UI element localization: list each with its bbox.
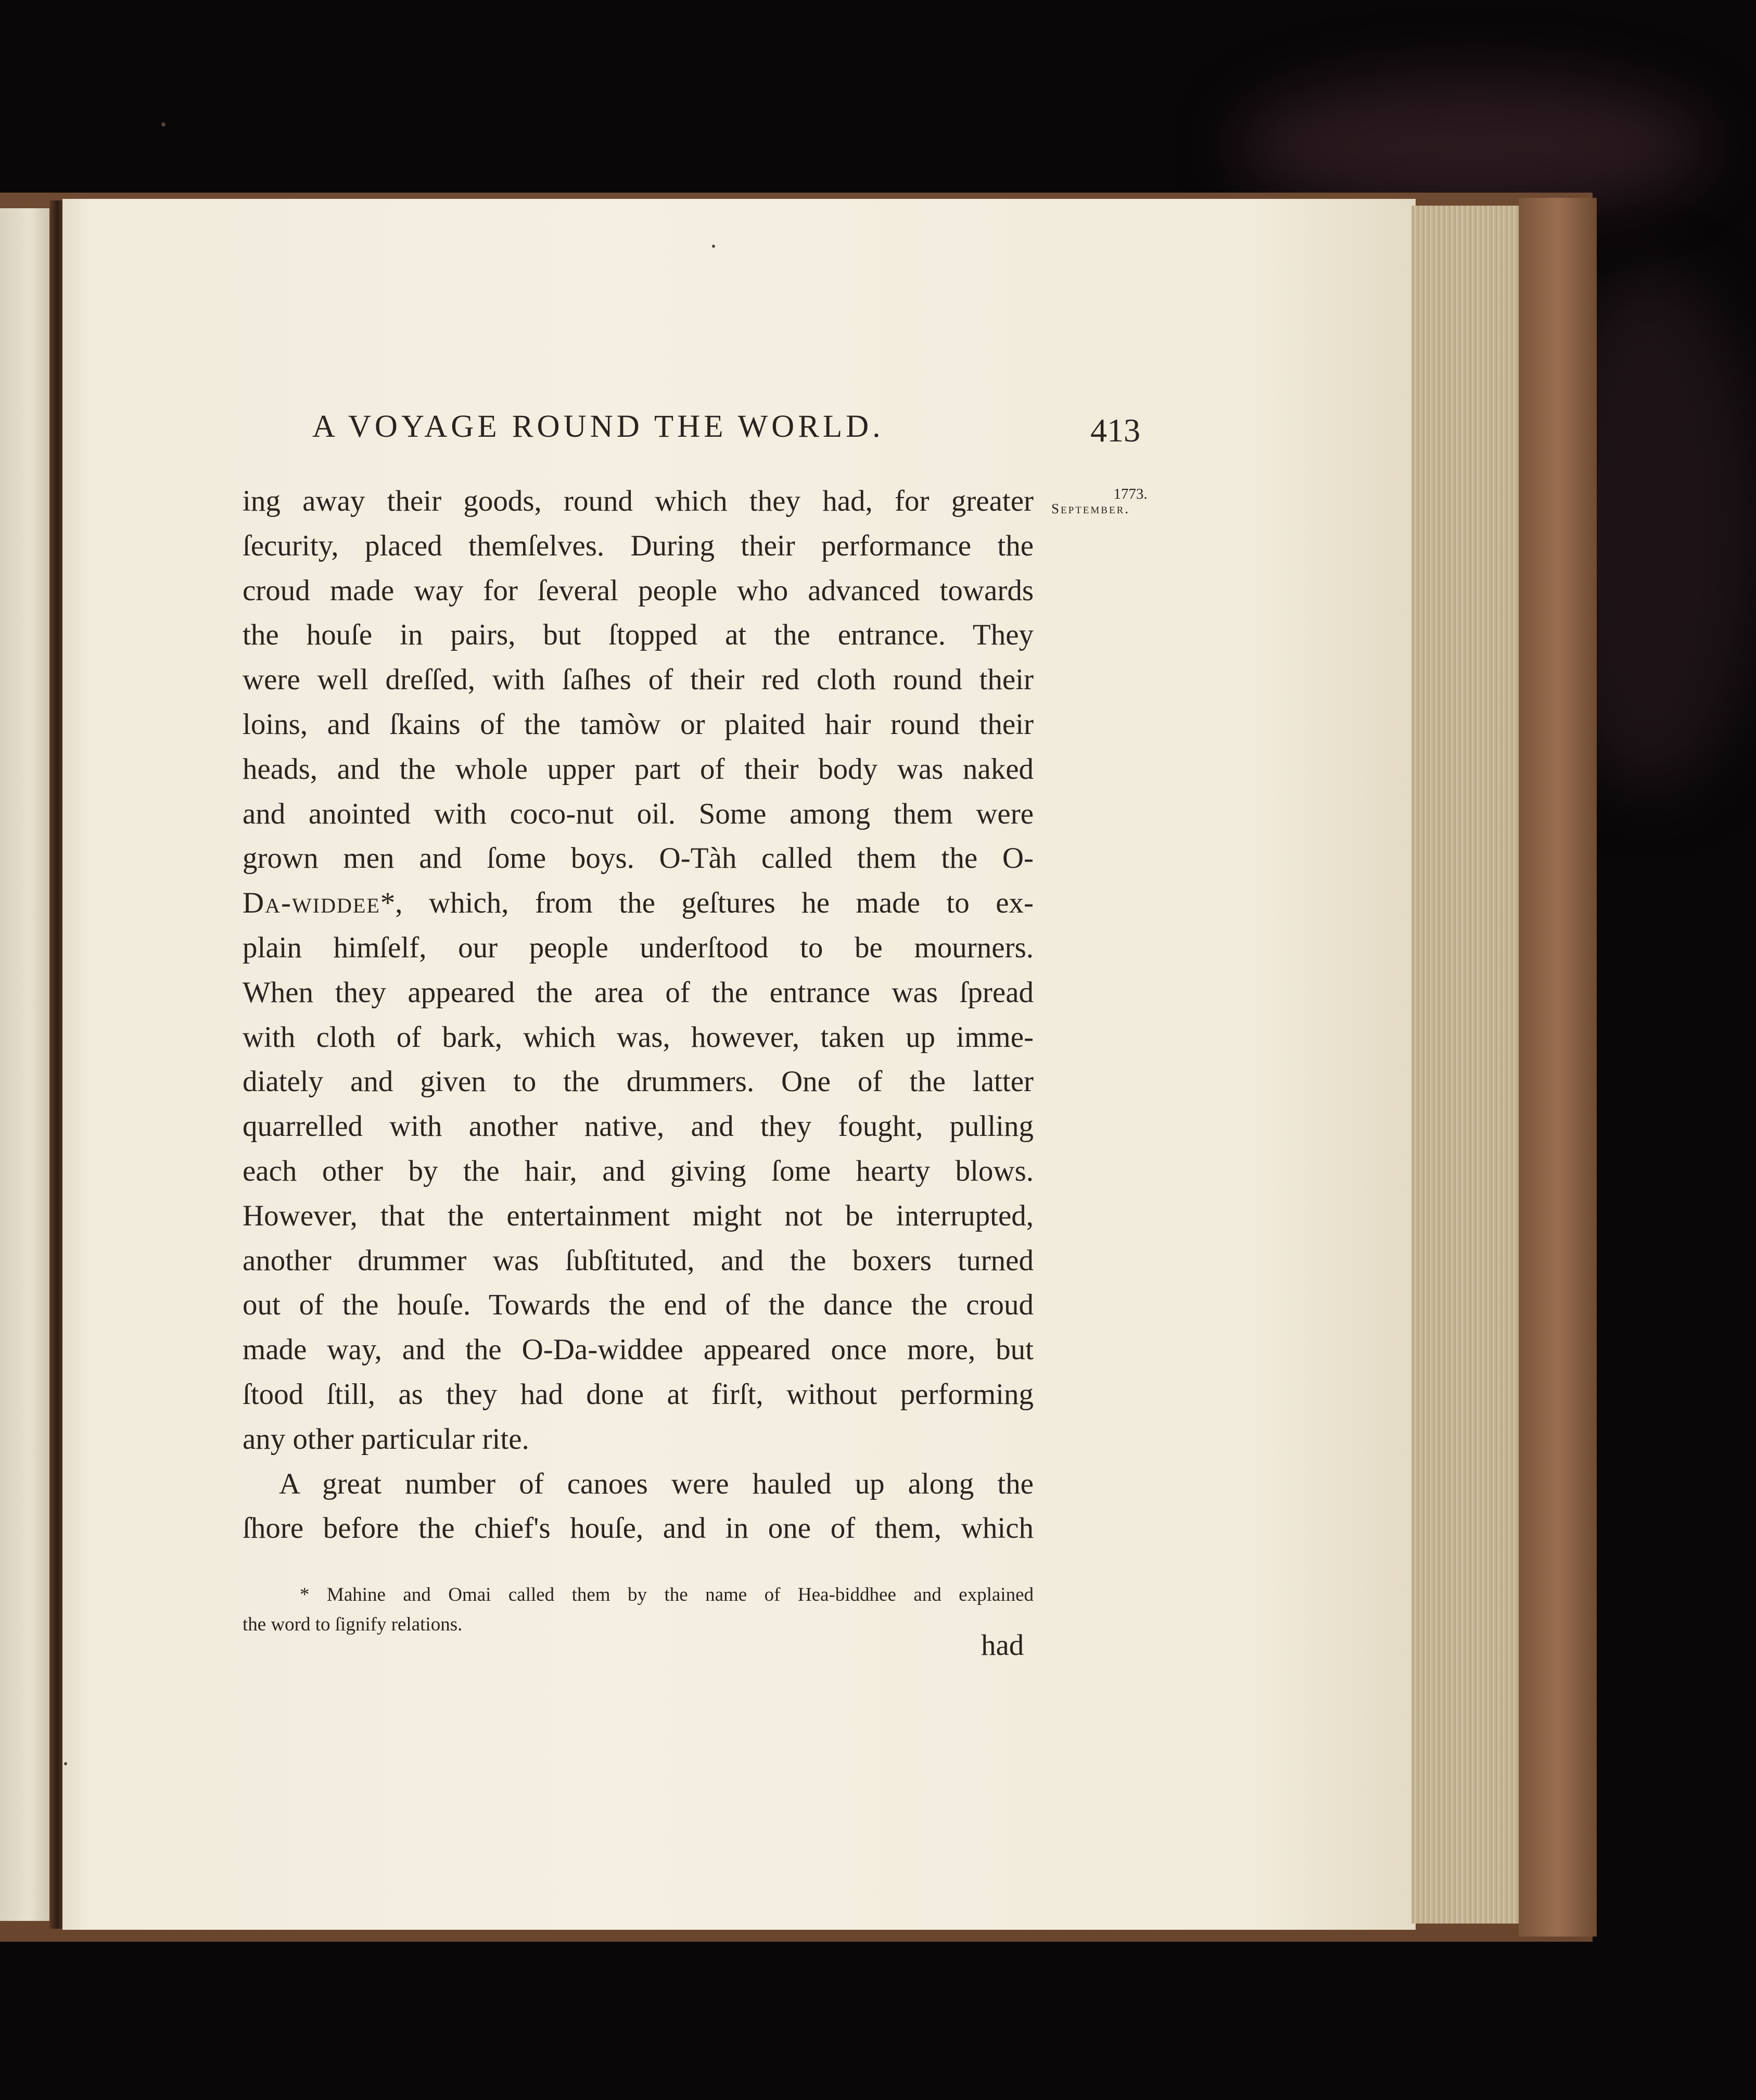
text-line: loins, and ſkains of the tamòw or plaited hair round their (243, 707, 1034, 741)
text-line: ſhore before the chief's houſe, and in one of them, which (243, 1512, 1034, 1545)
text-line: ing away their goods, round which they had, for greater (243, 485, 1034, 517)
text-line: were well dreſſed, with ſaſhes of their red cloth round their (243, 663, 1034, 697)
dust-speck (712, 245, 715, 248)
marginal-month: September. (1051, 501, 1130, 516)
cover-board-right (1519, 198, 1597, 1937)
text-line: out of the houſe. Towards the end of the dance the croud (243, 1288, 1034, 1322)
text-line: croud made way for ſeveral people who advanced towards (243, 574, 1034, 607)
text-line: with cloth of bark, which was, however, taken up imme- (243, 1020, 1034, 1054)
footnote (243, 1580, 1034, 1639)
text-line: diately and given to the drummers. One of the latter (243, 1065, 1034, 1098)
footnote-reference-text: *, which, from the geſtures he made to ex- (380, 887, 1034, 920)
body-text (243, 479, 1034, 1551)
facing-page-edge (0, 208, 49, 1921)
page-number: 413 (1090, 412, 1140, 449)
text-line: made way, and the O-Da-widdee appeared once more, but (243, 1333, 1034, 1367)
text-line: plain himſelf, our people underſtood to be mourners. (243, 931, 1034, 964)
marginal-year: 1773. (1113, 486, 1148, 502)
text-line: heads, and the whole upper part of their body was naked (243, 752, 1034, 786)
small-caps-name: Da-widdee (243, 887, 380, 920)
page-block-edges (1411, 206, 1521, 1924)
footnote-line: the word to ſignify relations. (243, 1614, 463, 1635)
text-line: When they appeared the area of the entrance was ſpread (243, 976, 1034, 1009)
text-line: However, that the entertainment might not be interrupted, (243, 1199, 1034, 1232)
text-line: ſtood ſtill, as they had done at firſt, without performing (243, 1377, 1034, 1411)
dust-speck (64, 1762, 67, 1765)
text-line: each other by the hair, and giving ſome hearty blows. (243, 1154, 1034, 1187)
text-line: quarrelled with another native, and they fought, pulling (243, 1110, 1034, 1143)
text-line (243, 881, 1034, 926)
catchword: had (981, 1629, 1024, 1662)
text-line: the houſe in pairs, but ſtopped at the entrance. They (243, 618, 1034, 652)
text-line: ſecurity, placed themſelves. During their performance the (243, 529, 1034, 562)
text-line: and anointed with coco-nut oil. Some among them were (243, 797, 1034, 830)
text-line: any other particular rite. (243, 1422, 529, 1456)
running-head: A VOYAGE ROUND THE WORLD. (312, 409, 884, 444)
text-line: A great number of canoes were hauled up along the (279, 1467, 1034, 1500)
dust-speck (161, 122, 166, 126)
footnote-line: * Mahine and Omai called them by the name of Hea-biddhee and explained (300, 1584, 1034, 1605)
text-line: grown men and ſome boys. O-Tàh called them the O- (243, 842, 1034, 875)
text-line: another drummer was ſubſtituted, and the boxers turned (243, 1244, 1034, 1277)
